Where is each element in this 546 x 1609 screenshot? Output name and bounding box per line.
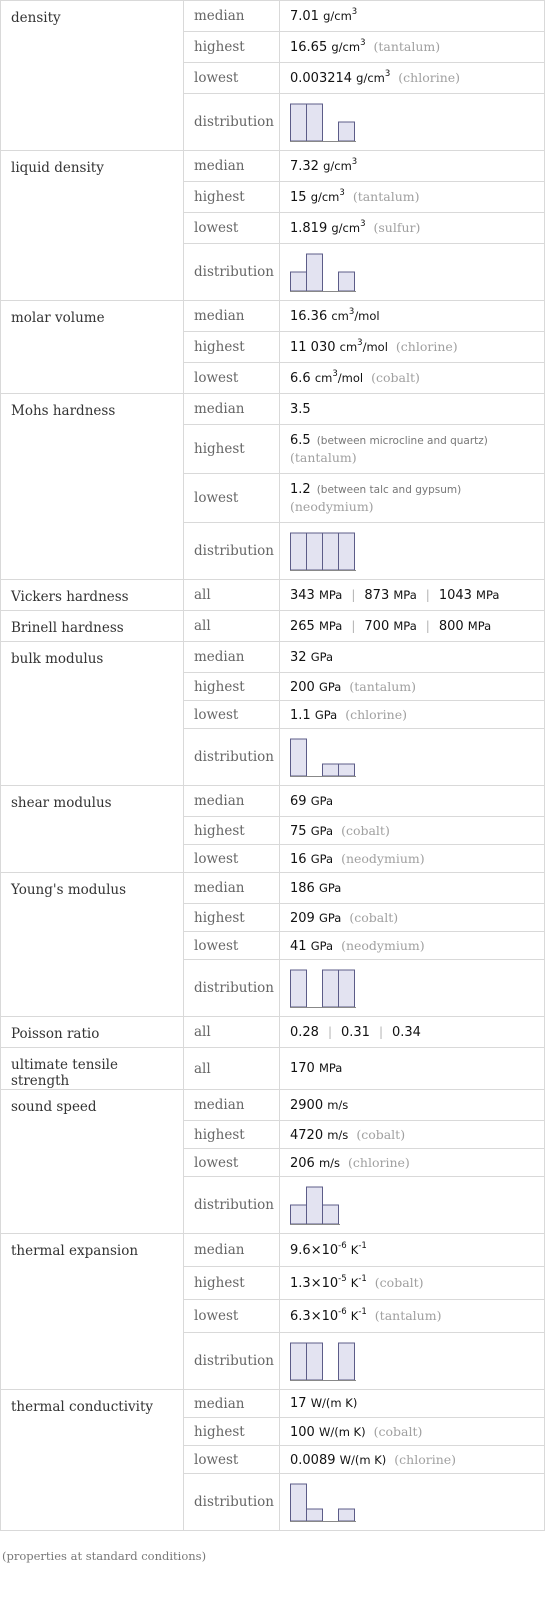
value-number: 800 [438, 618, 464, 634]
separator: | [425, 587, 430, 602]
statistic-label: all [184, 1017, 280, 1048]
value-unit: cm [314, 371, 333, 385]
statistic-label: distribution [184, 1177, 280, 1234]
value-unit: MPa [393, 618, 417, 633]
value-unit: MPa [318, 1061, 343, 1075]
property-value [280, 1234, 545, 1267]
value-number: 1.819 [290, 221, 328, 236]
value-unit: MPa [476, 587, 500, 602]
statistic-label: lowest [184, 1149, 280, 1177]
unit-exponent: 3 [351, 6, 358, 17]
statistic-label: distribution [184, 523, 280, 580]
value-number: 41 [290, 938, 307, 954]
property-value [280, 642, 545, 673]
histogram-bar [339, 533, 355, 570]
histogram-bar [307, 1187, 323, 1224]
statistic-label: median [184, 1, 280, 32]
element-note: (cobalt) [371, 370, 420, 385]
power-exponent: -6 [338, 1240, 347, 1251]
power-exponent: -5 [338, 1274, 347, 1284]
value-number: 4720 [290, 1127, 324, 1143]
element-note: (chlorine) [348, 1154, 410, 1170]
property-row [1, 611, 545, 642]
value-number: 700 [364, 618, 390, 634]
property-name: bulk modulus [1, 642, 184, 786]
value-unit-suffix: /mol [362, 340, 388, 354]
value-number: 2900 [290, 1097, 324, 1113]
value-unit-suffix: /mol [354, 308, 380, 323]
value-unit: GPa [310, 793, 334, 808]
value-number: 7.32 [290, 158, 319, 174]
property-value [280, 904, 545, 932]
statistic-label: lowest [184, 932, 280, 960]
element-note: (cobalt) [349, 909, 399, 925]
value-unit: MPa [318, 587, 343, 602]
statistic-label: median [184, 1090, 280, 1121]
property-value [280, 817, 545, 845]
histogram-bar [291, 533, 307, 570]
element-note: (cobalt) [374, 1275, 424, 1290]
value-number: 6.6 [290, 371, 311, 386]
element-note: (neodymium) [290, 499, 374, 514]
value-unit: W/(m K) [318, 1424, 366, 1439]
property-value [280, 1048, 545, 1090]
value-unit: GPa [314, 707, 338, 722]
unit-exponent: -1 [358, 1307, 367, 1317]
value-number: 0.34 [392, 1024, 421, 1040]
unit-exponent: 3 [332, 369, 338, 379]
power-base: 10 [321, 1276, 339, 1291]
value-number: 209 [290, 910, 315, 926]
statistic-label: distribution [184, 1474, 280, 1531]
statistic-label: highest [184, 1267, 280, 1300]
statistic-label: highest [184, 673, 280, 701]
value-number: 265 [290, 618, 315, 634]
statistic-label: distribution [184, 729, 280, 786]
property-value [280, 845, 545, 873]
value-number: 32 [290, 649, 307, 665]
value-number: 69 [290, 793, 307, 809]
power-base: 10 [321, 1242, 339, 1258]
statistic-label: median [184, 786, 280, 817]
times-sign: × [310, 1309, 322, 1324]
histogram-bar [307, 1509, 323, 1521]
property-value [280, 932, 545, 960]
value-unit: GPa [310, 851, 334, 866]
property-value [280, 182, 545, 213]
histogram-bar [291, 970, 307, 1007]
property-value [280, 786, 545, 817]
histogram-bar [291, 1484, 307, 1521]
value-number: 1043 [438, 587, 472, 603]
property-value [280, 332, 545, 363]
histogram-bar [323, 970, 339, 1007]
property-value [280, 873, 545, 904]
unit-exponent: -1 [358, 1274, 367, 1284]
value-number: 0.0089 [290, 1452, 336, 1468]
value-unit: MPa [467, 618, 492, 633]
value-unit: g/cm [356, 71, 385, 85]
value-number: 9.6 [290, 1242, 311, 1258]
element-note: (chlorine) [398, 70, 461, 85]
property-row [1, 642, 545, 673]
histogram-bar [339, 764, 355, 776]
element-note: (cobalt) [356, 1126, 406, 1142]
element-note: (tantalum) [290, 450, 357, 465]
statistic-label: highest [184, 817, 280, 845]
value-number: 100 [290, 1424, 315, 1440]
element-note: (cobalt) [341, 822, 390, 838]
property-value [280, 1090, 545, 1121]
distribution-histogram [290, 252, 356, 292]
property-value [280, 580, 545, 611]
property-value [280, 1017, 545, 1048]
value-number: 11 030 [290, 340, 336, 355]
value-unit: g/cm [323, 8, 352, 23]
value-number: 3.5 [290, 401, 311, 417]
property-value [280, 32, 545, 63]
value-unit: K [350, 1309, 359, 1323]
value-unit-suffix: /mol [337, 371, 364, 385]
element-note: (tantalum) [352, 189, 420, 204]
histogram-bar [339, 1343, 355, 1380]
statistic-label: all [184, 580, 280, 611]
value-number: 0.31 [341, 1024, 370, 1040]
distribution-cell [280, 1333, 545, 1390]
value-number: 6.5 [290, 433, 311, 448]
histogram-bar [323, 533, 339, 570]
unit-exponent: 3 [357, 338, 363, 348]
statistic-label: median [184, 1390, 280, 1418]
value-number: 6.3 [290, 1309, 311, 1324]
value-unit: g/cm [331, 40, 361, 54]
statistic-label: distribution [184, 244, 280, 301]
property-row [1, 394, 545, 425]
property-name: thermal expansion [1, 1234, 184, 1390]
value-unit: m/s [327, 1097, 349, 1112]
statistic-label: highest [184, 32, 280, 63]
statistic-label: lowest [184, 363, 280, 394]
value-number: 1.3 [290, 1276, 311, 1291]
element-note: (chlorine) [395, 339, 458, 354]
element-note: (chlorine) [394, 1451, 457, 1467]
histogram-bar [307, 254, 323, 291]
property-row [1, 1234, 545, 1267]
value-unit: GPa [310, 823, 334, 838]
property-name: ultimate tensile strength [1, 1048, 184, 1090]
property-name: Poisson ratio [1, 1017, 184, 1048]
unit-exponent: 3 [348, 306, 355, 317]
unit-exponent: 3 [384, 69, 391, 79]
property-name: Vickers hardness [1, 580, 184, 611]
property-value [280, 151, 545, 182]
property-name: sound speed [1, 1090, 184, 1234]
statistic-label: all [184, 611, 280, 642]
value-unit: g/cm [310, 190, 340, 204]
property-value [280, 1300, 545, 1333]
value-unit: K [350, 1242, 359, 1257]
distribution-cell [280, 1177, 545, 1234]
distribution-histogram [290, 531, 356, 571]
element-note: (tantalum) [374, 1308, 442, 1323]
value-unit: GPa [310, 938, 334, 953]
property-name: Mohs hardness [1, 394, 184, 580]
statistic-label: median [184, 394, 280, 425]
property-row [1, 151, 545, 182]
power-exponent: -6 [338, 1307, 347, 1317]
statistic-label: distribution [184, 960, 280, 1017]
value-number: 7.01 [290, 8, 319, 24]
statistic-label: all [184, 1048, 280, 1090]
unit-exponent: -1 [358, 1240, 367, 1251]
unit-exponent: 3 [360, 38, 366, 48]
property-row [1, 873, 545, 904]
value-number: 1.1 [290, 707, 311, 723]
value-number: 0.003214 [290, 71, 353, 86]
property-value [280, 673, 545, 701]
property-row [1, 301, 545, 332]
histogram-bar [291, 272, 307, 291]
value-unit: MPa [393, 587, 417, 602]
element-note: (sulfur) [373, 220, 421, 235]
separator: | [327, 1024, 332, 1039]
value-unit: cm [339, 340, 358, 354]
statistic-label: highest [184, 1121, 280, 1149]
value-number: 206 [290, 1155, 315, 1171]
histogram-bar [307, 533, 323, 570]
property-name: shear modulus [1, 786, 184, 873]
value-unit: GPa [318, 910, 342, 925]
property-row [1, 786, 545, 817]
value-unit: m/s [327, 1127, 349, 1142]
statistic-label: highest [184, 425, 280, 474]
property-value [280, 213, 545, 244]
property-value [280, 474, 545, 523]
histogram-bar [323, 1205, 339, 1224]
separator: | [351, 618, 356, 633]
histogram-bar [339, 1509, 355, 1521]
value-number: 15 [290, 190, 307, 205]
property-row [1, 1017, 545, 1048]
element-note: (tantalum) [349, 678, 417, 694]
element-note: (chlorine) [345, 706, 407, 722]
statistic-label: lowest [184, 63, 280, 94]
property-name: density [1, 1, 184, 151]
statistic-label: median [184, 1234, 280, 1267]
unit-exponent: 3 [360, 219, 366, 229]
distribution-histogram [290, 1341, 356, 1381]
separator: | [378, 1024, 383, 1039]
property-name: thermal conductivity [1, 1390, 184, 1531]
property-value [280, 1418, 545, 1446]
value-number: 343 [290, 587, 315, 603]
value-unit: m/s [318, 1155, 341, 1170]
times-sign: × [310, 1242, 322, 1258]
value-unit: GPa [318, 880, 342, 895]
value-number: 16 [290, 851, 307, 867]
statistic-label: lowest [184, 213, 280, 244]
statistic-label: median [184, 642, 280, 673]
value-unit: GPa [310, 649, 334, 664]
distribution-histogram [290, 968, 356, 1008]
histogram-bar [339, 122, 355, 141]
value-number: 1.2 [290, 482, 311, 497]
property-value [280, 363, 545, 394]
histogram-bar [339, 272, 355, 291]
property-name: molar volume [1, 301, 184, 394]
value-number: 200 [290, 679, 315, 695]
histogram-bar [323, 764, 339, 776]
value-number: 17 [290, 1396, 307, 1411]
histogram-bar [291, 1205, 307, 1224]
distribution-cell [280, 960, 545, 1017]
property-value [280, 425, 545, 474]
value-number: 16.65 [290, 40, 328, 55]
statistic-label: lowest [184, 1300, 280, 1333]
property-value [280, 63, 545, 94]
value-comparison: (between talc and gypsum) [316, 484, 462, 496]
histogram-bar [291, 1343, 307, 1380]
distribution-cell [280, 1474, 545, 1531]
value-unit: cm [331, 308, 349, 323]
element-note: (neodymium) [341, 937, 425, 953]
distribution-histogram [290, 102, 356, 142]
separator: | [425, 618, 430, 633]
distribution-histogram [290, 737, 356, 777]
value-number: 873 [364, 587, 390, 603]
property-value [280, 1267, 545, 1300]
value-unit: GPa [318, 679, 342, 694]
statistic-label: lowest [184, 701, 280, 729]
footnote: (properties at standard conditions) [2, 1549, 207, 1563]
statistic-label: median [184, 873, 280, 904]
property-name: liquid density [1, 151, 184, 301]
element-note: (cobalt) [373, 1423, 423, 1439]
statistic-label: distribution [184, 94, 280, 151]
statistic-label: median [184, 301, 280, 332]
statistic-label: lowest [184, 474, 280, 523]
value-number: 186 [290, 880, 315, 896]
distribution-cell [280, 244, 545, 301]
histogram-bar [291, 739, 307, 776]
unit-exponent: 3 [351, 156, 358, 167]
property-row [1, 1390, 545, 1418]
statistic-label: median [184, 151, 280, 182]
histogram-bar [291, 104, 307, 141]
value-number: 0.28 [290, 1024, 319, 1040]
statistic-label: highest [184, 1418, 280, 1446]
separator: | [351, 587, 356, 602]
value-unit: W/(m K) [310, 1396, 358, 1410]
value-number: 16.36 [290, 308, 328, 324]
power-base: 10 [321, 1309, 339, 1324]
value-unit: MPa [318, 618, 343, 633]
property-value [280, 1, 545, 32]
value-number: 170 [290, 1061, 315, 1076]
statistic-label: lowest [184, 1446, 280, 1474]
value-unit: W/(m K) [339, 1452, 387, 1467]
distribution-cell [280, 94, 545, 151]
value-unit: K [350, 1276, 359, 1290]
element-note: (tantalum) [373, 39, 441, 54]
times-sign: × [310, 1276, 322, 1291]
property-value [280, 301, 545, 332]
distribution-cell [280, 523, 545, 580]
property-row [1, 1, 545, 32]
property-name: Brinell hardness [1, 611, 184, 642]
value-unit: g/cm [331, 221, 361, 235]
statistic-label: distribution [184, 1333, 280, 1390]
distribution-histogram [290, 1185, 340, 1225]
histogram-bar [307, 1343, 323, 1380]
property-value [280, 394, 545, 425]
statistic-label: lowest [184, 845, 280, 873]
property-value [280, 701, 545, 729]
statistic-label: highest [184, 904, 280, 932]
histogram-bar [339, 970, 355, 1007]
property-row [1, 1090, 545, 1121]
value-number: 75 [290, 823, 307, 839]
value-comparison: (between microcline and quartz) [316, 435, 488, 447]
statistic-label: highest [184, 182, 280, 213]
property-row [1, 1048, 545, 1090]
property-name: Young's modulus [1, 873, 184, 1017]
property-value [280, 1446, 545, 1474]
distribution-cell [280, 729, 545, 786]
property-value [280, 1390, 545, 1418]
distribution-histogram [290, 1482, 356, 1522]
property-value [280, 611, 545, 642]
element-note: (neodymium) [341, 850, 425, 866]
property-row [1, 580, 545, 611]
property-value [280, 1121, 545, 1149]
unit-exponent: 3 [339, 188, 345, 198]
histogram-bar [307, 104, 323, 141]
property-value [280, 1149, 545, 1177]
statistic-label: highest [184, 332, 280, 363]
value-unit: g/cm [323, 158, 352, 173]
